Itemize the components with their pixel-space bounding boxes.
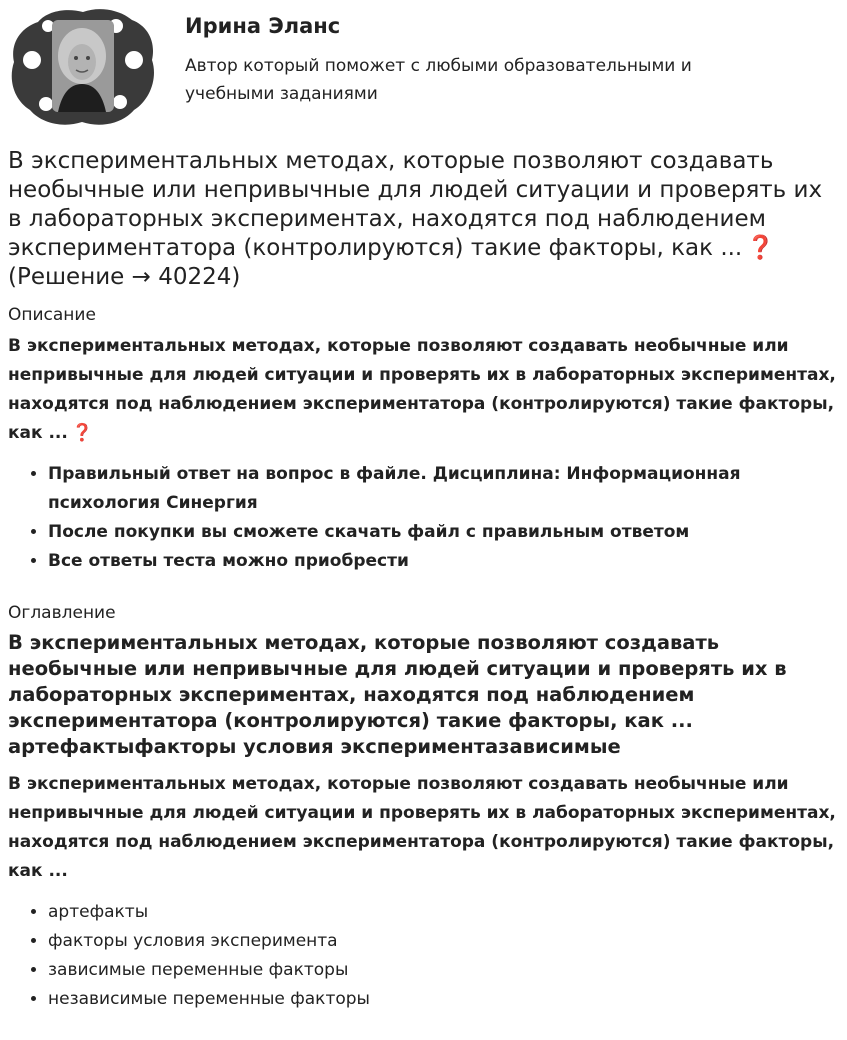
question-title — [8, 147, 839, 292]
author-text — [185, 12, 785, 108]
question-title-text: В экспериментальных методах, которые позволяют создавать необычные или непривычные для людей ситуации и проверять их в лабораторных экспериментах, находятся под наблюдением экспериментатора (контролируются) такие факторы, как ... — [8, 148, 823, 261]
answer-option: • зависимые переменные факторы — [48, 956, 839, 985]
list-item: • Все ответы теста можно приобрести — [48, 547, 839, 576]
author-block — [8, 0, 839, 130]
question-mark-icon: ❓ — [746, 235, 775, 261]
list-item: • Правильный ответ на вопрос в файле. Дисциплина: Информационная психология Синергия — [48, 460, 839, 518]
author-description: Автор который поможет с любыми образовательными и учебными заданиями — [185, 56, 692, 104]
author-name[interactable]: Ирина Эланс — [185, 14, 341, 38]
solution-number: (Решение → 40224) — [8, 264, 241, 290]
description-text-body: В экспериментальных методах, которые позволяют создавать необычные или непривычные для людей ситуации и проверять их в лабораторных экспериментах, находятся под наблюдением экспериментатора (контролируются) такие факторы, как ... — [8, 336, 836, 443]
list-item: • После покупки вы сможете скачать файл с правильным ответом — [48, 518, 839, 547]
answer-options — [8, 898, 839, 1014]
avatar-image — [8, 4, 158, 130]
avatar — [8, 4, 158, 130]
answer-option: • факторы условия эксперимента — [48, 927, 839, 956]
description-bullets — [8, 460, 839, 576]
answer-option: • артефакты — [48, 898, 839, 927]
description-text — [8, 332, 839, 448]
description-question-mark-icon: ❓ — [71, 423, 94, 443]
toc-label: Оглавление — [8, 603, 116, 623]
description-label: Описание — [8, 305, 96, 325]
toc-text: В экспериментальных методах, которые позволяют создавать необычные или непривычные для людей ситуации и проверять их в лабораторных экспериментах, находятся под наблюдением экспериментатора (контролируются) такие факторы, как ... — [8, 774, 836, 881]
toc-title: В экспериментальных методах, которые позволяют создавать необычные или непривычные для людей ситуации и проверять их в лабораторных экспериментах, находятся под наблюдением экспериментатора (контролируются) такие факторы, как ... артефактыфакторы условия экспериментазависимые — [8, 631, 787, 758]
answer-option: • независимые переменные факторы — [48, 985, 839, 1014]
